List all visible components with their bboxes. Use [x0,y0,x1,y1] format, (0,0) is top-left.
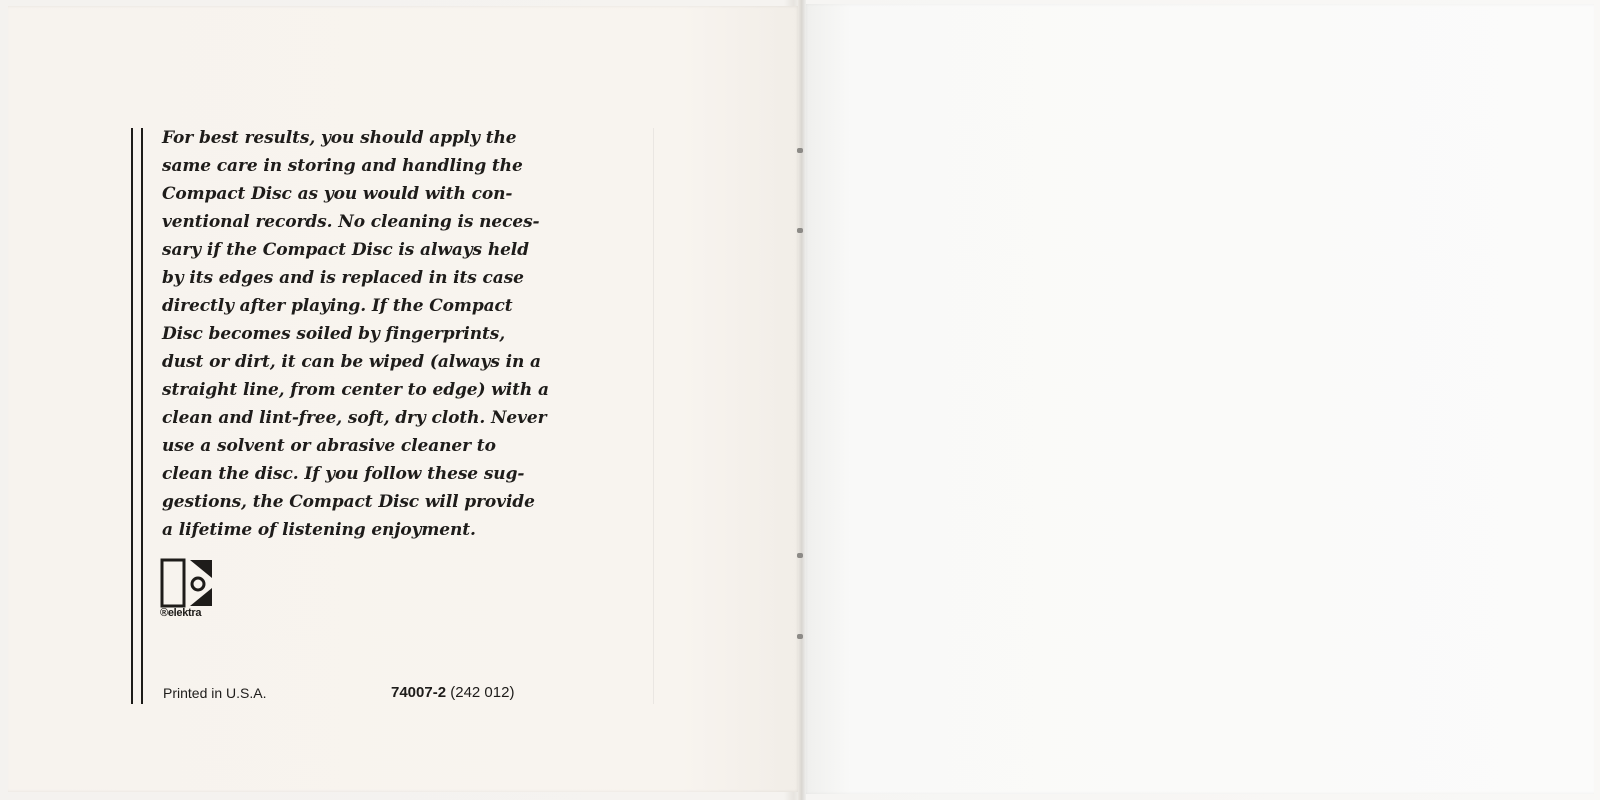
staple [797,553,803,558]
elektra-wordmark [160,607,201,619]
staple [797,228,803,233]
right-page-blank [804,4,1594,794]
catalog-number-secondary: (242 012) [450,684,515,701]
staple [797,634,803,639]
staple [797,148,803,153]
booklet-spine [798,0,806,800]
care-instructions-text: For best results, you should apply the same care in storing and handling the Compact Disc as you would with con- ventional records. No cleaning is neces- sary if the Compact Disc is always held by its edges and is replaced in its case directly after playing. If the Compact Disc becomes soiled by fingerprints, dust or dirt, it can be wiped (always in a straight line, from center to edge) with a clean and lint-free, soft, dry cloth. Never use a solvent or abrasive cleaner to clean the disc. If you follow these sug- gestions, the Compact Disc will provide a lifetime of listening enjoyment. [162,128,549,540]
catalog-number [391,684,514,701]
registered-mark: ® [160,607,168,619]
vertical-rule-inner [141,128,143,704]
catalog-number-primary: 74007-2 [391,684,447,701]
show-through-rule [653,128,654,704]
vertical-rule-outer [131,128,133,704]
wordmark-text: elektra [167,607,202,619]
printed-in-label: Printed in U.S.A. [163,685,267,701]
